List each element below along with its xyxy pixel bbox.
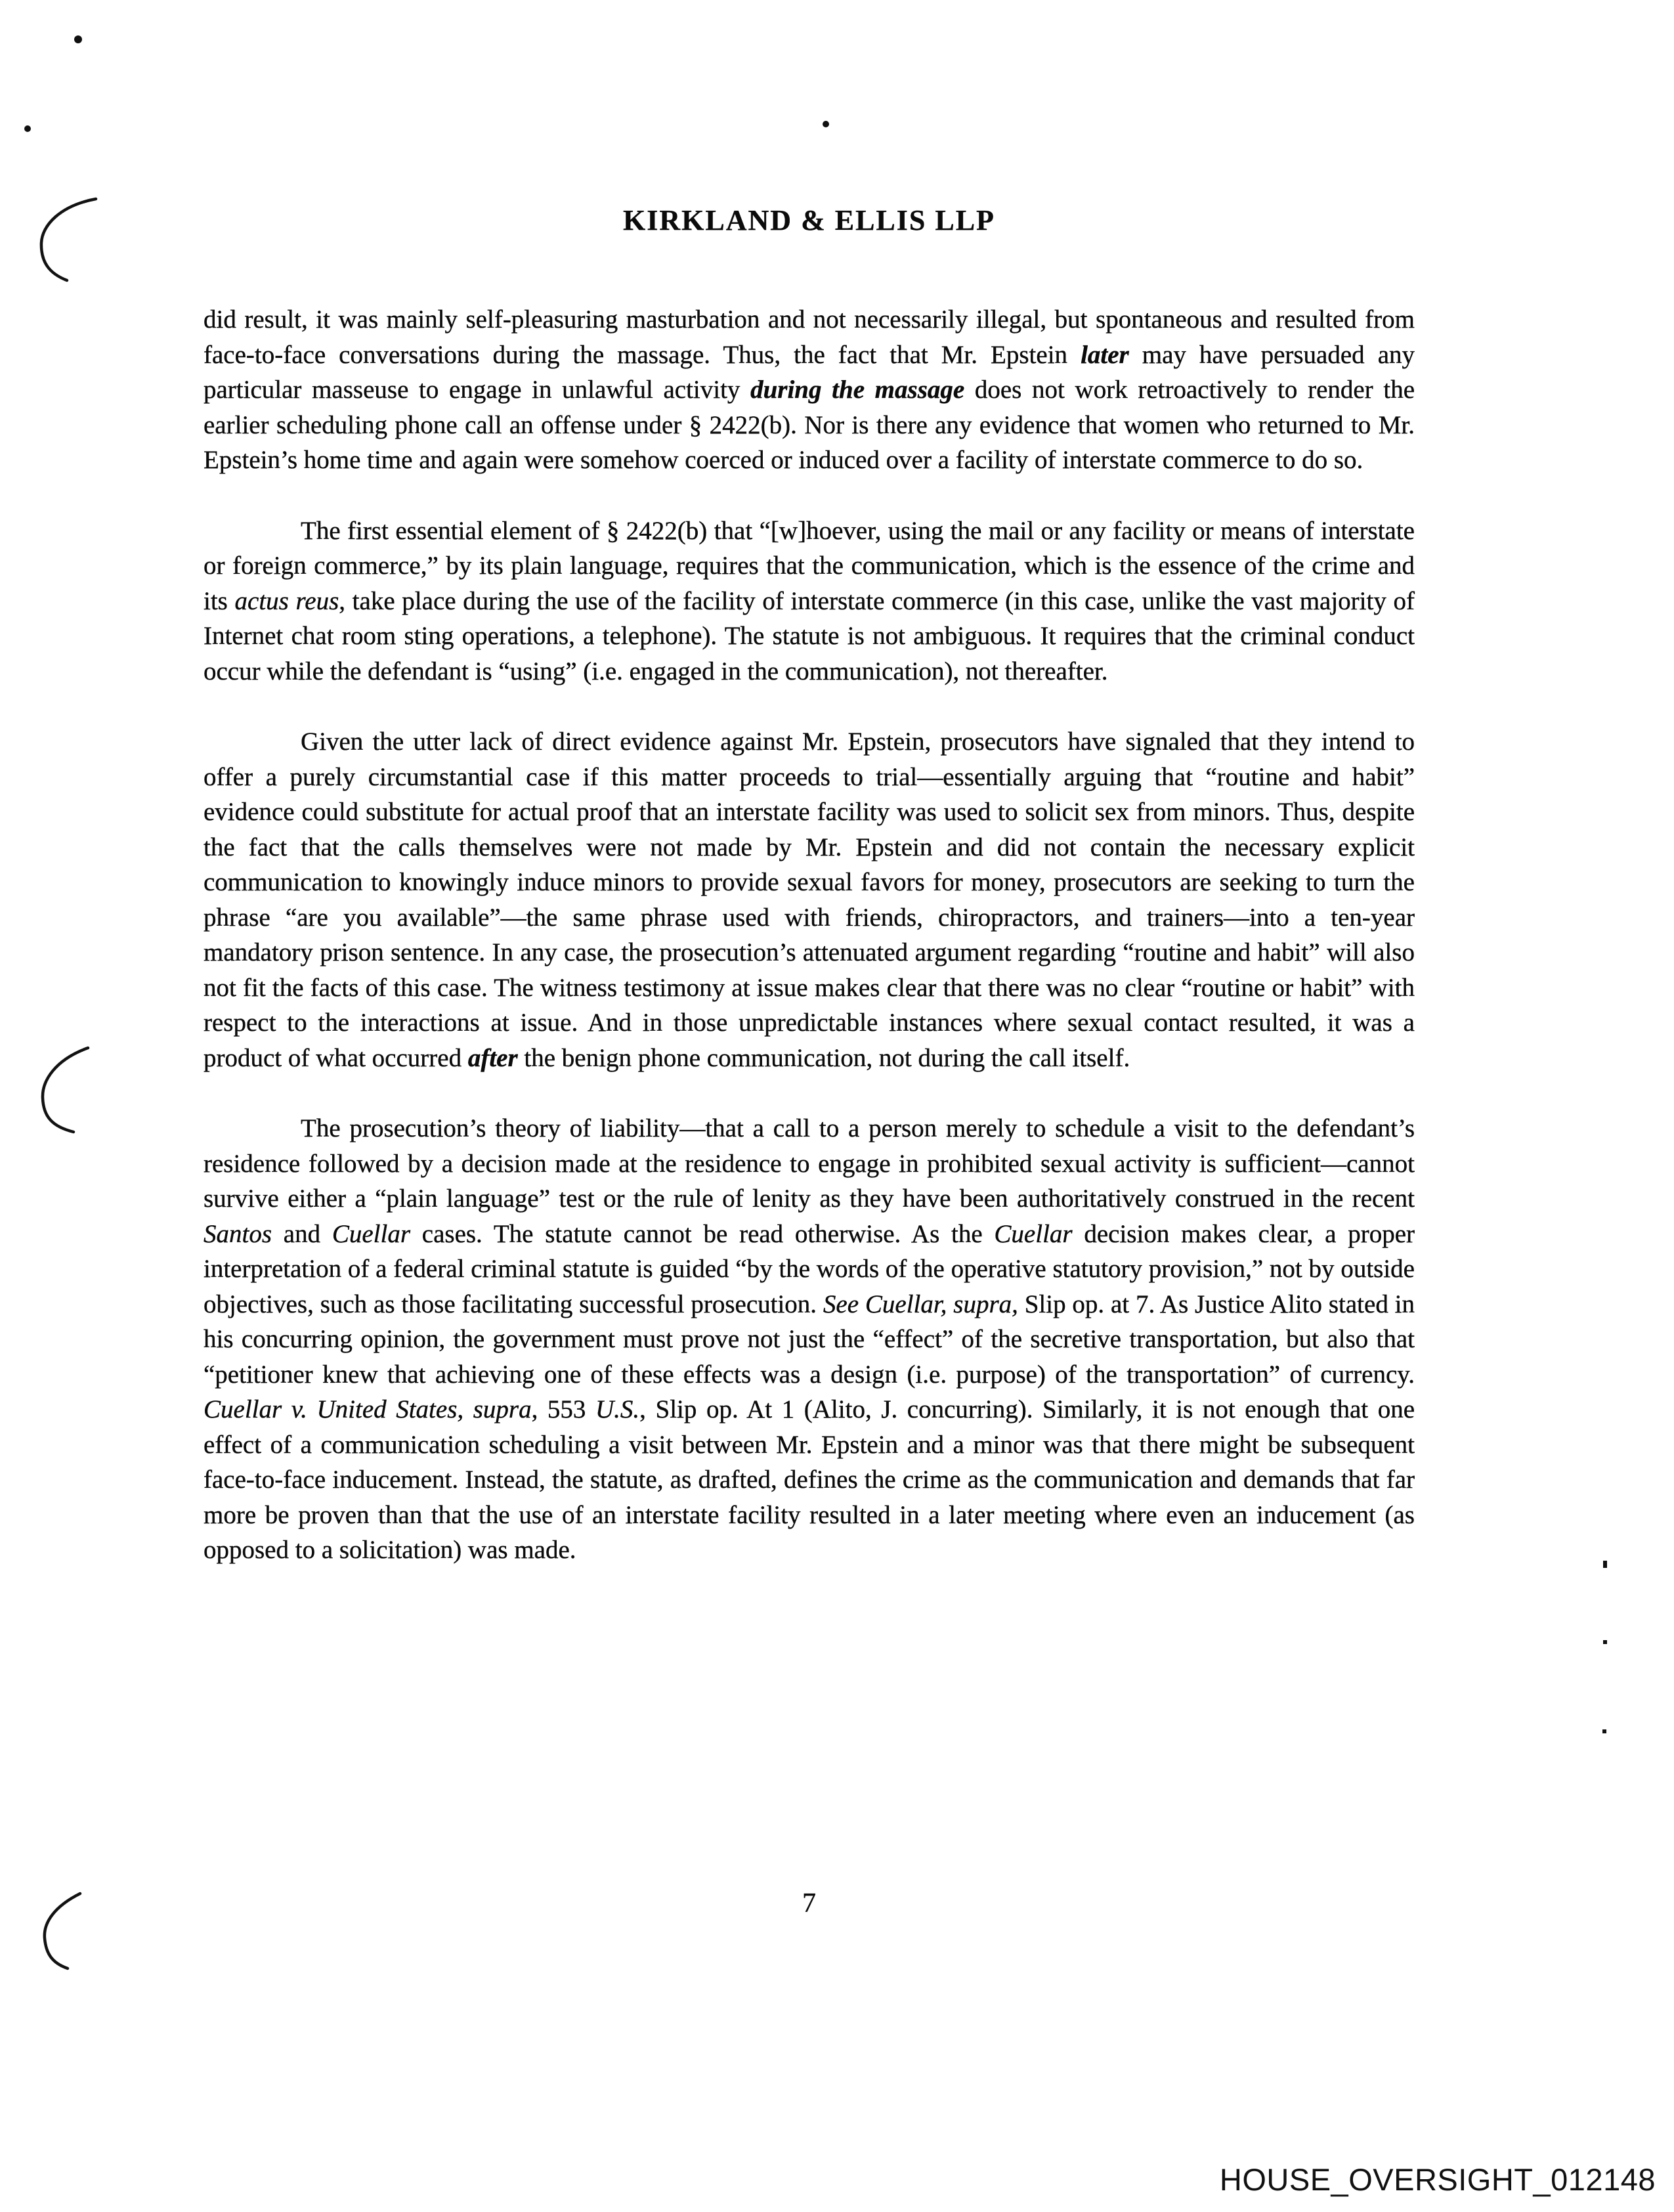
text-run: Cuellar: [332, 1219, 411, 1248]
text-run: , 553: [531, 1395, 595, 1423]
document-body: [204, 302, 1415, 1568]
scan-speck: [1603, 1561, 1607, 1568]
text-run: Santos: [204, 1219, 272, 1248]
text-run: decision makes clear, a proper interpretation of a federal criminal statute is guided “by the words of the operative statutory provision,” not by outside objectives, such as those facilitating successful prosecution.: [204, 1219, 1415, 1318]
text-run: U.S.: [595, 1395, 640, 1423]
text-run: during the massage: [750, 376, 965, 404]
text-run: Cuellar: [994, 1219, 1073, 1248]
scan-speck: [74, 35, 82, 43]
scan-speck: [1603, 1640, 1607, 1644]
text-run: and: [272, 1219, 332, 1248]
text-run: , Slip op. At 1 (Alito, J. concurring). Similarly, it is not enough that one effect of a communication scheduling a visit between Mr. Epstein and a minor was that there might be subsequent face-to-face inducement. Instead, the statute, as drafted, defines the crime as the communication and demands that far more be proven than that the use of an interstate facility resulted in a later meeting where even an inducement (as opposed to a solicitation) was made.: [204, 1395, 1415, 1564]
scan-speck: [24, 125, 31, 132]
page-number: 7: [802, 1888, 816, 1919]
text-run: did result, it was mainly self-pleasuring masturbation and not necessarily illegal, but spontaneous and resulted from face-to-face conversations during the massage. Thus, the fact that Mr. Epstein: [204, 305, 1415, 369]
text-run: , take place during the use of the facility of interstate commerce (in this case, unlike the vast majority of Internet chat room sting operations, a telephone). The statute is not ambiguous. It requires that the criminal conduct occur while the defendant is “using” (i.e. engaged in the communication), not thereafter.: [204, 586, 1415, 685]
paragraph: [204, 724, 1415, 1075]
text-run: after: [467, 1043, 518, 1072]
scan-speck: [823, 121, 829, 127]
paragraph: [204, 1111, 1415, 1568]
paragraph: [204, 513, 1415, 689]
text-run: See Cuellar, supra,: [823, 1290, 1018, 1318]
text-run: The first essential element of § 2422(b) that “[w]hoever, using the mail or any facility or means of interstate or foreign commerce,” by its plain language, requires that the communication, which is the essence of the crime and its: [204, 516, 1415, 615]
text-run: does not work retroactively to render the earlier scheduling phone call an offense under § 2422(b). Nor is there any evidence that women who returned to Mr. Epstein’s home time and again were somehow coerced or induced over a facility of interstate commerce to do so.: [204, 376, 1415, 474]
paragraph: [204, 302, 1415, 478]
text-run: later: [1081, 340, 1129, 369]
text-run: Given the utter lack of direct evidence against Mr. Epstein, prosecutors have signaled that they intend to offer a purely circumstantial case if this matter proceeds to trial—essentially arguing that “routine and habit” evidence could substitute for actual proof that an interstate facility was used to solicit sex from minors. Thus, despite the fact that the calls themselves were not made by Mr. Epstein and did not contain the necessary explicit communication to knowingly induce minors to provide sexual favors for money, prosecutors are seeking to turn the phrase “are you available”—the same phrase used with friends, chiropractors, and trainers—into a ten-year mandatory prison sentence. In any case, the prosecution’s attenuated argument regarding “routine and habit” will also not fit the facts of this case. The witness testimony at issue makes clear that there was no clear “routine or habit” with respect to the interactions at issue. And in those unpredictable instances where sexual contact resulted, it was a product of what occurred: [204, 727, 1415, 1072]
scan-speck: [1602, 1729, 1606, 1733]
law-firm-header: KIRKLAND & ELLIS LLP: [623, 204, 995, 236]
text-run: Slip op. at 7. As Justice Alito stated in his concurring opinion, the government must prove not just the “effect” of the secretive transportation, but also that “petitioner knew that achieving one of these effects was a design (i.e. purpose) of the transportation” of currency.: [204, 1290, 1415, 1389]
text-run: may have persuaded any particular masseuse to engage in unlawful activity: [204, 340, 1415, 404]
bates-number: HOUSE_OVERSIGHT_012148: [1219, 2162, 1656, 2197]
text-run: cases. The statute cannot be read otherwise. As the: [410, 1219, 995, 1248]
scan-arc-mark: [45, 1894, 80, 1968]
scan-arc-mark: [41, 199, 96, 280]
text-run: the benign phone communication, not during the call itself.: [517, 1043, 1130, 1072]
text-run: actus reus: [234, 586, 339, 615]
text-run: The prosecution’s theory of liability—that a call to a person merely to schedule a visit to the defendant’s residence followed by a decision made at the residence to engage in prohibited sexual activity is sufficient—cannot survive either a “plain language” test or the rule of lenity as they have been authoritatively construed in the recent: [204, 1114, 1415, 1213]
scan-arc-mark: [43, 1048, 88, 1132]
text-run: Cuellar v. United States, supra: [204, 1395, 532, 1423]
